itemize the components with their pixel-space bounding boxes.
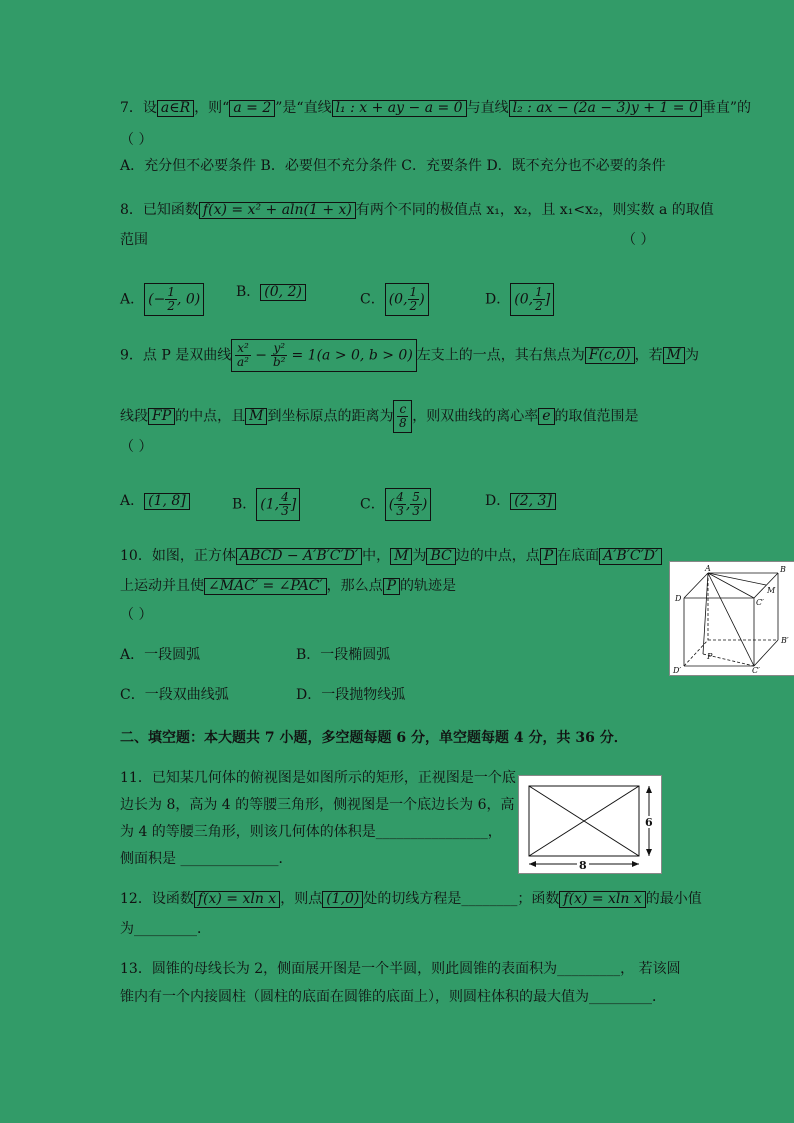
q11-line3: 为 4 的等腰三角形，则该几何体的体积是________________， bbox=[120, 824, 502, 840]
denominator: 3 bbox=[281, 504, 289, 518]
numerator: 4 bbox=[396, 490, 404, 504]
text: ”是“直线 bbox=[275, 100, 332, 116]
text: ] bbox=[290, 496, 297, 513]
q13-line2: 锥内有一个内接圆柱（圆柱的底面在圆锥的底面上），则圆柱体积的最大值为_________． bbox=[120, 989, 666, 1005]
formula-box: F(c,0) bbox=[585, 347, 635, 364]
formula-box: M bbox=[390, 548, 412, 565]
q9-paren: （ ） bbox=[120, 439, 153, 455]
numerator: 1 bbox=[409, 285, 418, 299]
denominator: 2 bbox=[167, 299, 175, 313]
numerator: 1 bbox=[167, 285, 175, 299]
option-label: A． bbox=[120, 493, 145, 509]
text: 边的中点，点 bbox=[455, 548, 540, 564]
formula-box bbox=[256, 488, 300, 521]
fraction bbox=[394, 491, 406, 518]
q8-line2: 范围 bbox=[120, 232, 148, 248]
text: (− bbox=[148, 291, 166, 308]
denominator: 8 bbox=[399, 416, 407, 430]
text: = 1(a > 0, b > 0) bbox=[291, 347, 413, 364]
q7-line1 bbox=[120, 99, 751, 117]
text: 的轨迹是 bbox=[400, 578, 456, 594]
text: 与直线 bbox=[466, 100, 509, 116]
formula-box: f(x) = xln x bbox=[559, 891, 645, 908]
formula-box: P bbox=[540, 548, 557, 565]
denominator: 2 bbox=[409, 299, 418, 313]
formula-box: l₂ : ax − (2a − 3)y + 1 = 0 bbox=[509, 100, 702, 117]
q7-number: 7．设 bbox=[120, 100, 157, 116]
option-label: B． bbox=[236, 284, 261, 300]
q9-number: 9．点 P 是双曲线 bbox=[120, 347, 232, 364]
text: , bbox=[405, 496, 411, 513]
q12-line1 bbox=[120, 890, 702, 908]
formula-box: A′B′C′D′ bbox=[599, 548, 662, 565]
q9-option-a bbox=[120, 492, 190, 510]
denominator: 2 bbox=[535, 299, 543, 313]
line-ac bbox=[708, 573, 754, 598]
q9-line2 bbox=[120, 400, 639, 433]
line-ap bbox=[703, 573, 708, 654]
text: ，则“ bbox=[194, 100, 230, 116]
arrow-down bbox=[646, 849, 652, 856]
formula-box: a∈R bbox=[157, 100, 194, 117]
line-ac-prime bbox=[708, 573, 754, 666]
q10-line2 bbox=[120, 577, 456, 595]
q12-number: 12．设函数 bbox=[120, 891, 194, 907]
formula-box: M bbox=[663, 347, 685, 364]
q7-paren: （ ） bbox=[120, 132, 153, 148]
edge-ad bbox=[684, 573, 708, 598]
cube-diagram bbox=[670, 562, 794, 675]
width-label: 8 bbox=[579, 859, 587, 872]
line-am bbox=[708, 573, 766, 585]
fraction bbox=[397, 403, 408, 430]
formula-box: f(x) = x² + aln(1 + x) bbox=[199, 202, 356, 219]
label-m: M bbox=[767, 586, 776, 595]
denominator: 3 bbox=[412, 504, 420, 518]
label-c: C′ bbox=[756, 598, 764, 607]
formula-box: P bbox=[383, 578, 400, 595]
text: (1, bbox=[260, 496, 280, 513]
denominator: 3 bbox=[396, 504, 404, 518]
label-c-prime: C′ bbox=[752, 666, 760, 675]
option-label: D． bbox=[485, 493, 511, 509]
text: 为 bbox=[412, 548, 427, 564]
text: (0, bbox=[514, 291, 534, 308]
fraction bbox=[271, 342, 287, 369]
numerator: y² bbox=[273, 341, 286, 355]
fraction bbox=[533, 286, 545, 313]
text: 垂直”的 bbox=[701, 100, 752, 116]
arrow-left bbox=[529, 861, 536, 867]
text: 有两个不同的极值点 x₁，x₂，且 x₁<x₂，则实数 a 的取值 bbox=[355, 202, 714, 218]
text: 在底面 bbox=[557, 548, 600, 564]
q10-line1 bbox=[120, 547, 662, 565]
option-label: C． bbox=[360, 291, 385, 308]
rectangle-figure bbox=[518, 775, 662, 874]
formula-box bbox=[231, 339, 417, 372]
formula-box: a = 2 bbox=[229, 100, 275, 117]
label-p: P bbox=[707, 652, 713, 661]
formula-box: BC bbox=[426, 548, 455, 565]
numerator: c bbox=[399, 402, 407, 416]
numerator: x² bbox=[237, 341, 249, 355]
q9-option-c bbox=[360, 488, 431, 521]
q12-line2: 为_________． bbox=[120, 921, 211, 937]
formula-box: l₁ : x + ay − a = 0 bbox=[332, 100, 467, 117]
height-label: 6 bbox=[645, 816, 653, 829]
cube-figure bbox=[669, 561, 794, 676]
numerator: 4 bbox=[281, 490, 289, 504]
text: ) bbox=[419, 291, 425, 308]
denominator: b² bbox=[273, 355, 286, 369]
option-label: B． bbox=[232, 496, 257, 513]
text: ，若 bbox=[634, 347, 663, 364]
q7-options: A．充分但不必要条件 B．必要但不充分条件 C．充要条件 D．既不充分也不必要的条件 bbox=[120, 158, 666, 174]
formula-box: M bbox=[245, 408, 267, 425]
text: ( bbox=[388, 496, 395, 513]
arrow-up bbox=[646, 786, 652, 793]
formula-box: (2, 3] bbox=[510, 493, 556, 510]
q10-number: 10．如图，正方体 bbox=[120, 548, 236, 564]
text: 左支上的一点，其右焦点为 bbox=[416, 347, 585, 364]
numerator: 1 bbox=[535, 285, 543, 299]
q10-option-b: B．一段椭圆弧 bbox=[296, 647, 391, 663]
q10-option-a: A．一段圆弧 bbox=[120, 647, 201, 663]
text: ，则点 bbox=[280, 891, 323, 907]
q8-paren: （ ） bbox=[622, 232, 655, 248]
formula-box bbox=[385, 488, 432, 521]
formula-box: (0, 2) bbox=[260, 284, 306, 301]
q13-line1: 13．圆锥的母线长为 2，侧面展开图是一个半圆，则此圆锥的表面积为_________， 若该圆 bbox=[120, 961, 681, 977]
text: − bbox=[255, 347, 267, 364]
q11-line4: 侧面积是 ______________． bbox=[120, 851, 293, 867]
q9-option-d bbox=[485, 492, 556, 510]
formula-box bbox=[144, 283, 204, 316]
q10-option-c: C．一段双曲线弧 bbox=[120, 687, 229, 703]
text: 到坐标原点的距离为 bbox=[267, 408, 394, 425]
formula-box: (1, 8] bbox=[144, 493, 190, 510]
q10-option-d: D．一段抛物线弧 bbox=[296, 687, 406, 703]
q11-line2: 边长为 8，高为 4 的等腰三角形，侧视图是一个底边长为 6，高 bbox=[120, 797, 515, 813]
text: 为 bbox=[684, 347, 699, 364]
text: 中， bbox=[362, 548, 391, 564]
formula-box: FP bbox=[148, 408, 175, 425]
label-b-prime: B′ bbox=[781, 636, 789, 645]
q8-number: 8．已知函数 bbox=[120, 202, 199, 218]
text: (0, bbox=[388, 291, 408, 308]
section-2-heading: 二、填空题：本大题共 7 小题，多空题每题 6 分，单空题每题 4 分，共 36 分． bbox=[120, 730, 628, 746]
text: 的最小值 bbox=[645, 891, 702, 907]
fraction bbox=[235, 342, 251, 369]
label-d: D bbox=[675, 594, 682, 603]
q8-option-d bbox=[485, 283, 554, 316]
fraction bbox=[410, 491, 422, 518]
denominator: a² bbox=[237, 355, 249, 369]
text: 处的切线方程是________；函数 bbox=[363, 891, 560, 907]
q8-option-b bbox=[236, 283, 306, 301]
q8-option-a bbox=[120, 283, 204, 316]
q9-option-b bbox=[232, 488, 300, 521]
q10-paren: （ ） bbox=[120, 607, 153, 623]
formula-box: e bbox=[538, 408, 554, 425]
text: 的取值范围是 bbox=[554, 408, 639, 425]
q9-line1 bbox=[120, 339, 699, 372]
text: 的中点，且 bbox=[175, 408, 246, 425]
arrow-right bbox=[632, 861, 639, 867]
formula-box bbox=[510, 283, 554, 316]
text: ，那么点 bbox=[326, 578, 383, 594]
fraction bbox=[165, 286, 177, 313]
text: , 0) bbox=[176, 291, 201, 308]
text: ] bbox=[544, 291, 551, 308]
q8-line1 bbox=[120, 201, 714, 219]
top-view-diagram bbox=[519, 776, 661, 873]
q8-option-c bbox=[360, 283, 429, 316]
option-label: D． bbox=[485, 291, 511, 308]
formula-box: ∠MAC′ = ∠PAC′ bbox=[204, 578, 327, 595]
text: ，则双曲线的离心率 bbox=[412, 408, 539, 425]
edge-da-hidden bbox=[684, 640, 708, 666]
text: 上运动并且使 bbox=[120, 578, 204, 594]
text: ) bbox=[421, 496, 428, 513]
formula-box bbox=[385, 283, 429, 316]
numerator: 5 bbox=[412, 490, 420, 504]
formula-box: (1,0) bbox=[322, 891, 363, 908]
option-label: A． bbox=[120, 291, 145, 308]
label-a: A bbox=[705, 564, 711, 573]
label-d-prime: D′ bbox=[673, 666, 682, 675]
edge-cb-bottom bbox=[754, 640, 778, 666]
q11-line1: 11．已知某几何体的俯视图是如图所示的矩形，正视图是一个底 bbox=[120, 770, 516, 786]
option-label: C． bbox=[360, 496, 385, 513]
text: 线段 bbox=[120, 408, 148, 425]
formula-box: f(x) = xln x bbox=[194, 891, 280, 908]
formula-box bbox=[393, 400, 412, 433]
label-b: B bbox=[780, 565, 786, 574]
fraction bbox=[408, 286, 420, 313]
formula-box: ABCD − A′B′C′D′ bbox=[236, 548, 362, 565]
fraction bbox=[279, 491, 291, 518]
